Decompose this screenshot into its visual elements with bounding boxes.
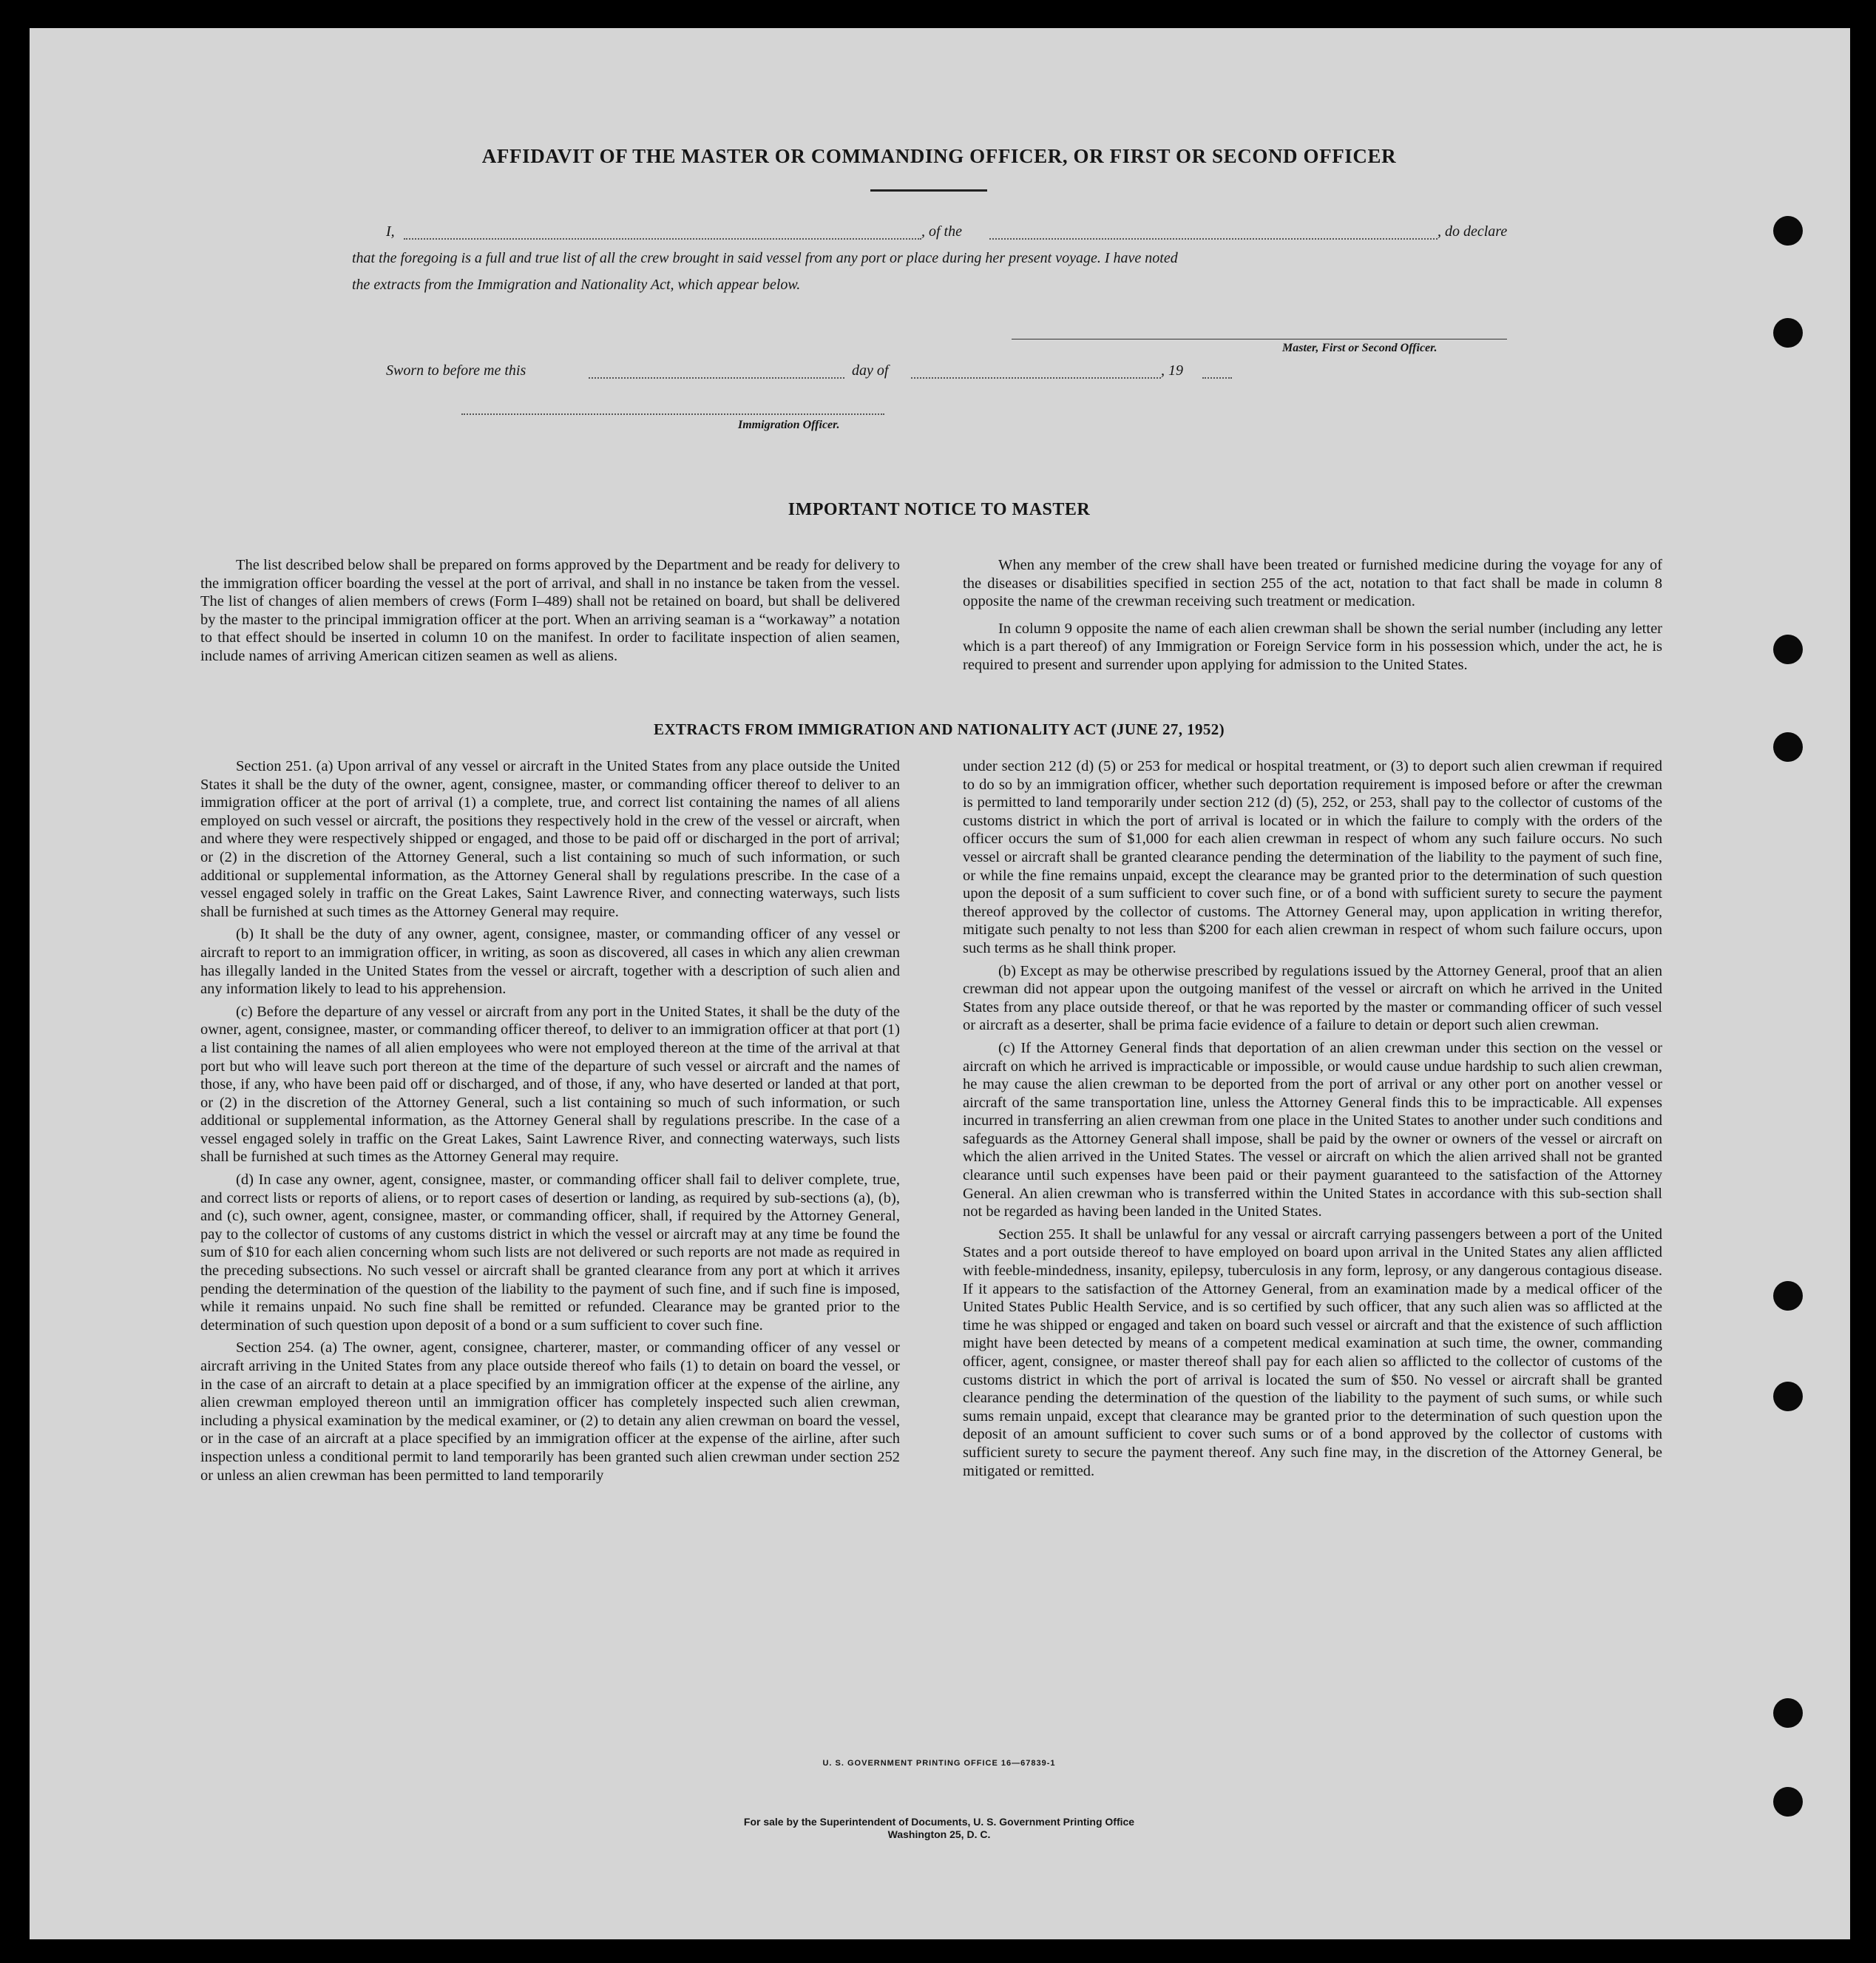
notice-paragraph: When any member of the crew shall have been treated or furnished medicine during the voyage for any of the diseases or disabilities specified in section 255 of the act, notation to that fact shall be made in column 8 opposite the name of the crewman receiving such treatment or medication. bbox=[963, 557, 1662, 610]
immigration-officer-signature-line[interactable] bbox=[461, 413, 884, 415]
vessel-name-field[interactable] bbox=[989, 238, 1438, 240]
punch-hole bbox=[1773, 1698, 1803, 1728]
extract-paragraph: (d) In case any owner, agent, consignee, master, or commanding officer shall fail to deliver complete, true, and correct lists or reports of aliens, or to report cases of desertion or landing, as required by sub-sections (a), (b), and (c), such owner, agent, consignee, master, or commanding officer, shall, if required by the Attorney General, pay to the collector of customs of any customs district in which the vessel or aircraft may at any time be found the sum of $10 for each alien concerning whom such lists are not delivered or such reports are not made as required in the preceding subsections. No such vessel or aircraft shall be granted clearance from any port at which it arrives pending the determination of the question of the liability to the payment of such fine, and if such fine is imposed, while it remains unpaid. No such fine shall be remitted or refunded. Clearance may be granted prior to the determination of such question upon deposit of a bond or a sum sufficient to cover such fine. bbox=[200, 1172, 900, 1334]
sale-notice bbox=[30, 1816, 1849, 1841]
declarant-name-field[interactable] bbox=[404, 238, 921, 240]
extract-paragraph: (c) Before the departure of any vessel or aircraft from any port in the United States, it shall be the duty of the owner, agent, consignee, master, or commanding officer thereof, to deliver to an immigration officer at that port (1) a list containing the names of all alien employees who were not employed thereon at the time of the arrival at that port but who will leave such port thereon at the time of the departure of such vessel or aircraft and the names of those, if any, who have been paid off or discharged, and of those, if any, who have deserted or landed at that port, or (2) in the discretion of the Attorney General, such a list containing so much of such information, or such additional or supplemental information, as the Attorney General shall by regulations prescribe. In the case of a vessel engaged solely in traffic on the Great Lakes, Saint Lawrence River, and connecting waterways, such lists shall be furnished at such times as the Attorney General may require. bbox=[200, 1003, 900, 1166]
punch-hole bbox=[1773, 318, 1803, 348]
master-signature-label: Master, First or Second Officer. bbox=[1282, 342, 1438, 354]
document-page bbox=[30, 28, 1850, 1939]
immigration-officer-label: Immigration Officer. bbox=[738, 419, 840, 431]
extracts-title: EXTRACTS FROM IMMIGRATION AND NATIONALITY ACT (JUNE 27, 1952) bbox=[653, 720, 1225, 738]
sale-notice-line-2: Washington 25, D. C. bbox=[887, 1828, 991, 1840]
punch-hole bbox=[1773, 732, 1803, 762]
declaration-text-line-3: the extracts from the Immigration and Nationality Act, which appear below. bbox=[352, 277, 801, 293]
extract-paragraph: under section 212 (d) (5) or 253 for medical or hospital treatment, or (3) to deport such alien crewman if required to do so by an immigration officer, whether such deportation requirement is imposed before or after the crewman is permitted to land temporarily under section 212 (d) (5), 252, or 253, shall pay to the collector of customs of the customs district in which the port of arrival is located or in which the failure to comply with the orders of the officer occurs the sum of $1,000 for each alien crewman in respect of whom any such failure occurs. No such vessel or aircraft shall be granted clearance pending the determination of the liability to the payment of such fine, or while the fine remains unpaid, except the clearance may be granted prior to the determination of such question upon the deposit of a sum sufficient to cover such fine, or of a bond with sufficient surety to secure the payment thereof approved by the collector of customs. The Attorney General may, upon application in writing therefor, mitigate such penalty to not less than $200 for each alien crewman in respect of whom such failure occurs, upon such terms as he shall think proper. bbox=[963, 758, 1662, 956]
printing-office-imprint: U. S. GOVERNMENT PRINTING OFFICE 16—67839-1 bbox=[822, 1759, 1056, 1768]
sworn-month-field[interactable] bbox=[911, 377, 1161, 379]
extract-paragraph: (c) If the Attorney General finds that deportation of an alien crewman under this section on the vessel or aircraft on which he arrived is impracticable or impossible, or would cause undue hardship to such alien crewman, he may cause the alien crewman to be deported from the port of arrival or any other port on another vessel or aircraft of the same transportation line, unless the Attorney General finds this to be impracticable. All expenses incurred in transferring an alien crewman from one place in the United States to another under such conditions and safeguards as the Attorney General shall impose, shall be paid by the owner or owners of the vessel or aircraft on which the alien arrived in the United States. The vessel or aircraft on which the alien arrived shall not be granted clearance until such expenses have been paid or their payment guaranteed to the satisfaction of the Attorney General. An alien crewman who is transferred within the United States in accordance with this sub-section shall not be regarded as having been landed in the United States. bbox=[963, 1039, 1662, 1220]
extracts-left-column bbox=[200, 757, 900, 1489]
sworn-year-field[interactable] bbox=[1202, 377, 1232, 379]
extract-paragraph: Section 251. (a) Upon arrival of any vessel or aircraft in the United States from any place outside the United States it shall be the duty of the owner, agent, consignee, master, or commanding officer thereof to deliver to an immigration officer at the port of arrival (1) a complete, true, and correct list containing the names of all aliens employed on such vessel or aircraft, the positions they respectively hold in the crew of the vessel or aircraft, when and where they were respectively shipped or engaged, and those to be paid off or discharged in the port of arrival; or (2) in the discretion of the Attorney General, such a list containing so much of such information, or such additional or supplemental information, as the Attorney General shall by regulations prescribe. In the case of a vessel engaged solely in traffic on the Great Lakes, Saint Lawrence River, and connecting waterways, such lists shall be furnished at such times as the Attorney General may require. bbox=[200, 758, 900, 920]
title-rule bbox=[870, 189, 987, 192]
punch-hole bbox=[1773, 635, 1803, 664]
extract-paragraph: Section 255. It shall be unlawful for any vessal or aircraft carrying passengers between a port of the United States and a port outside thereof to have employed on board upon arrival in the United States any alien afflicted with feeble-mindedness, insanity, epilepsy, tuberculosis in any form, leprosy, or any dangerous contagious disease. If it appears to the satisfaction of the Attorney General, from an examination made by a medical officer of the United States Public Health Service, and is so certified by such officer, that any such alien was so afflicted at the time he was shipped or engaged and taken on board such vessel or aircraft and that the existence of such affliction might have been detected by means of a competent medical examination at such time, the owner, commanding officer, agent, consignee, or master thereof shall pay for each alien so afflicted to the collector of customs of the customs district in which the port of arrival is located the sum of $50. No vessel or aircraft shall be granted clearance pending the determination of the question of the liability to the payment of such sums, or while such sums remain unpaid, except that clearance may be granted prior to the determination of such question upon the deposit of an amount sufficient to cover such sums or of a bond approved by the collector of customs with sufficient surety to secure the payment thereof. Any such fine may, in the discretion of the Attorney General, be mitigated or remitted. bbox=[963, 1226, 1662, 1479]
extract-paragraph: (b) Except as may be otherwise prescribed by regulations issued by the Attorney General, proof that an alien crewman did not appear upon the outgoing manifest of the vessel or aircraft on which he arrived in the United States from any place outside thereof, or that he was reported by the master or commanding officer of such vessel or aircraft as a deserter, shall be prima facie evidence of a failure to detain or deport such alien crewman. bbox=[963, 962, 1662, 1034]
do-declare-label: , do declare bbox=[1438, 223, 1508, 240]
punch-hole bbox=[1773, 216, 1803, 246]
extract-paragraph: (b) It shall be the duty of any owner, agent, consignee, master, or commanding officer of any vessel or aircraft to report to an immigration officer, in writing, as soon as discovered, all cases in which any alien crewman has illegally landed in the United States from the vessel or aircraft, together with a description of such alien and any information likely to lead to his apprehension. bbox=[200, 926, 900, 998]
notice-left-column bbox=[200, 556, 900, 670]
of-the-label: , of the bbox=[921, 223, 962, 240]
sworn-day-field[interactable] bbox=[589, 377, 844, 379]
notice-right-column bbox=[963, 556, 1662, 679]
punch-hole bbox=[1773, 1281, 1803, 1311]
declaration-text-line-2: that the foregoing is a full and true list of all the crew brought in said vessel from any port or place during her present voyage. I have noted bbox=[352, 250, 1178, 266]
punch-hole bbox=[1773, 1787, 1803, 1817]
notice-paragraph: The list described below shall be prepared on forms approved by the Department and be ready for delivery to the immigration officer boarding the vessel at the port of arrival, and shall in no instance be taken from the vessel. The list of changes of alien members of crews (Form I–489) shall not be retained on board, but shall be delivered by the master to the principal immigration officer at the port. When an arriving seaman is a “workaway” a notation to that effect should be inserted in column 10 on the manifest. In order to facilitate inspection of alien seamen, include names of arriving American citizen seamen as well as aliens. bbox=[200, 557, 900, 664]
sale-notice-line-1: For sale by the Superintendent of Documents, U. S. Government Printing Office bbox=[743, 1816, 1135, 1828]
punch-hole bbox=[1773, 1382, 1803, 1411]
sworn-label: Sworn to before me this bbox=[386, 362, 526, 379]
notice-paragraph: In column 9 opposite the name of each alien crewman shall be shown the serial number (including any letter which is a part thereof) of any Immigration or Foreign Service form in his possession which, under the act, he is required to present and surrender upon applying for admission to the United States. bbox=[963, 620, 1662, 673]
notice-title: IMPORTANT NOTICE TO MASTER bbox=[788, 500, 1091, 519]
affidavit-title: AFFIDAVIT OF THE MASTER OR COMMANDING OFFICER, OR FIRST OR SECOND OFFICER bbox=[481, 145, 1397, 167]
day-of-label: day of bbox=[852, 362, 889, 379]
year-prefix: , 19 bbox=[1161, 362, 1183, 379]
extracts-right-column bbox=[963, 757, 1662, 1484]
declarant-prefix: I, bbox=[386, 223, 395, 240]
extract-paragraph: Section 254. (a) The owner, agent, consignee, charterer, master, or commanding officer of any vessel or aircraft arriving in the United States from any place outside thereof who fails (1) to detain on board the vessel, or in the case of an aircraft to detain at a place specified by an immigration officer at the expense of the airline, any alien crewman employed thereon until an immigration officer has completely inspected such alien crewman, including a physical examination by the medical examiner, or (2) to detain any alien crewman on board the vessel, or in the case of an aircraft at a place specified by an immigration officer at the expense of the airline, after such inspection unless a conditional permit to land temporarily has been granted such alien crewman under section 252 or unless an alien crewman has been permitted to land temporarily bbox=[200, 1339, 900, 1484]
